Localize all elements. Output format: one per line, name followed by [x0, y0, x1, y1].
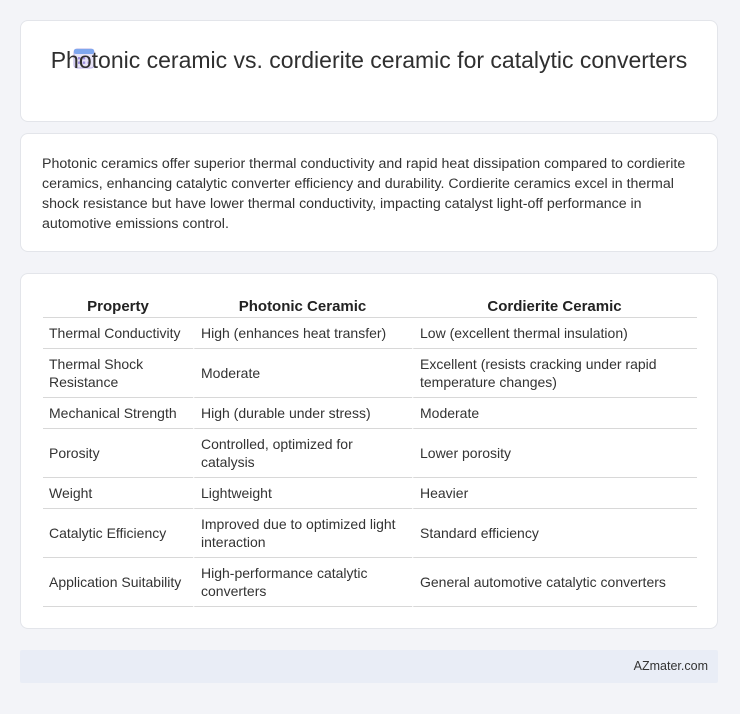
table-row: [43, 509, 697, 558]
photonic-cell: High-performance catalytic converters: [193, 558, 412, 607]
header-photonic: Photonic Ceramic: [193, 294, 412, 318]
footer-bar: [20, 650, 718, 683]
cordierite-cell: Standard efficiency: [412, 509, 697, 558]
cordierite-cell: Heavier: [412, 478, 697, 509]
property-cell: Mechanical Strength: [43, 398, 193, 429]
comparison-table-card: [20, 273, 718, 629]
header-cordierite: Cordierite Ceramic: [412, 294, 697, 318]
property-cell: Thermal Shock Resistance: [43, 349, 193, 398]
property-cell: Application Suitability: [43, 558, 193, 607]
photonic-cell: Moderate: [193, 349, 412, 398]
photonic-cell: Controlled, optimized for catalysis: [193, 429, 412, 478]
property-cell: Thermal Conductivity: [43, 318, 193, 349]
footer-brand[interactable]: AZmater.com: [633, 659, 708, 673]
table-row: [43, 398, 697, 429]
table-row: [43, 318, 697, 349]
property-cell: Weight: [43, 478, 193, 509]
cordierite-cell: Excellent (resists cracking under rapid temperature changes): [412, 349, 697, 398]
photonic-cell: High (enhances heat transfer): [193, 318, 412, 349]
comparison-table: [43, 294, 697, 607]
property-cell: Porosity: [43, 429, 193, 478]
photonic-cell: High (durable under stress): [193, 398, 412, 429]
header-property: Property: [43, 294, 193, 318]
title-card: [20, 20, 718, 122]
cordierite-cell: Lower porosity: [412, 429, 697, 478]
table-row: [43, 429, 697, 478]
table-row: [43, 349, 697, 398]
summary-text: Photonic ceramics offer superior thermal conductivity and rapid heat dissipation compared to cordierite ceramics, enhancing catalytic converter efficiency and durability. Cordierite ceramics excel in thermal shock resistance but have lower thermal conductivity, impacting catalyst light-off performance in automotive emissions control.: [42, 156, 686, 232]
property-cell: Catalytic Efficiency: [43, 509, 193, 558]
photonic-cell: Improved due to optimized light interaction: [193, 509, 412, 558]
table-row: [43, 558, 697, 607]
cordierite-cell: Moderate: [412, 398, 697, 429]
summary-card: [20, 133, 718, 252]
cordierite-cell: Low (excellent thermal insulation): [412, 318, 697, 349]
table-row: [43, 478, 697, 509]
cordierite-cell: General automotive catalytic converters: [412, 558, 697, 607]
table-header-row: [43, 294, 697, 318]
photonic-cell: Lightweight: [193, 478, 412, 509]
page-title: Photonic ceramic vs. cordierite ceramic for catalytic converters: [50, 47, 688, 73]
